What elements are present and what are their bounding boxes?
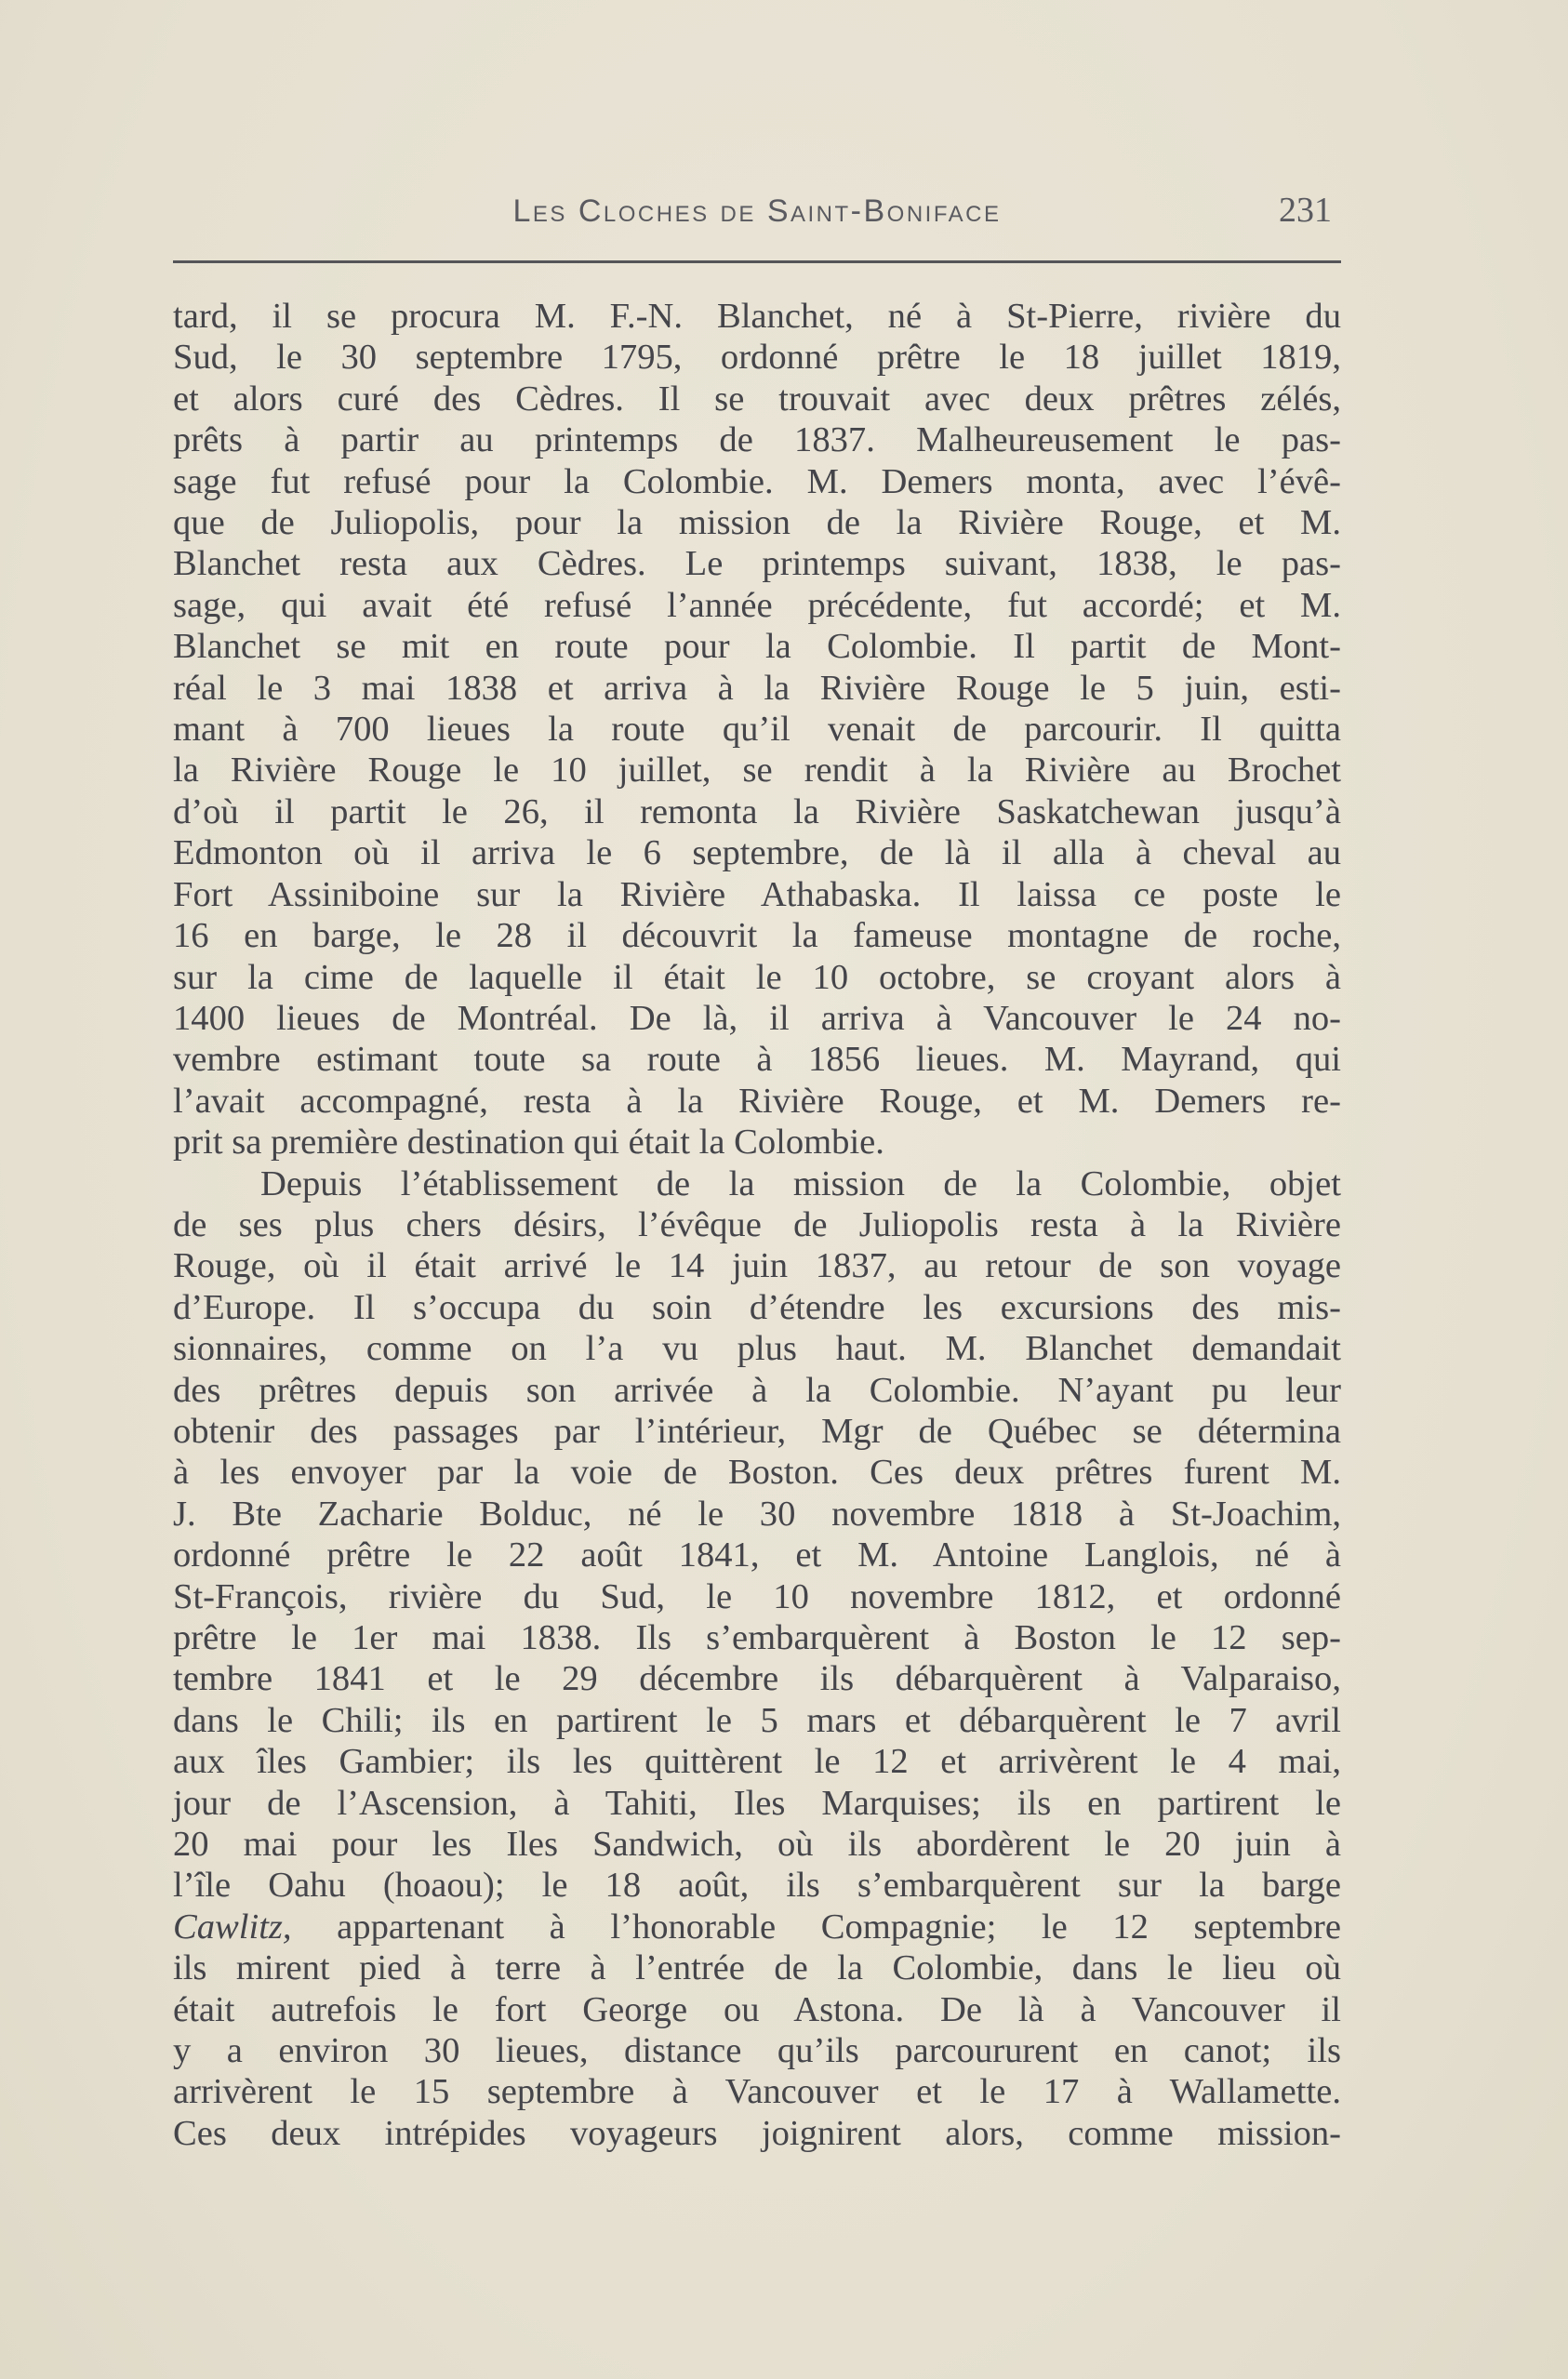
text-line: St-François, rivière du Sud, le 10 novembre 1812, et ordonné xyxy=(173,1576,1341,1616)
text-line: d’Europe. Il s’occupa du soin d’étendre les excursions des mis- xyxy=(173,1287,1341,1327)
text-line: 16 en barge, le 28 il découvrit la fameuse montagne de roche, xyxy=(173,916,1341,956)
text-line: d’où il partit le 26, il remonta la Rivière Saskatchewan jusqu’à xyxy=(173,791,1341,831)
text-line: 20 mai pour les Iles Sandwich, où ils abordèrent le 20 juin à xyxy=(173,1825,1341,1865)
text-line: et alors curé des Cèdres. Il se trouvait avec deux prêtres zélés, xyxy=(173,379,1341,419)
text-line: sage fut refusé pour la Colombie. M. Demers monta, avec l’évê- xyxy=(173,461,1341,501)
text-line: que de Juliopolis, pour la mission de la Rivière Rouge, et M. xyxy=(173,503,1341,543)
text-line: dans le Chili; ils en partirent le 5 mars et débarquèrent le 7 avril xyxy=(173,1700,1341,1740)
text-line: jour de l’Ascension, à Tahiti, Iles Marquises; ils en partirent le xyxy=(173,1783,1341,1823)
text-line: sage, qui avait été refusé l’année précédente, fut accordé; et M. xyxy=(173,585,1341,625)
text-line: 1400 lieues de Montréal. De là, il arriva à Vancouver le 24 no- xyxy=(173,998,1341,1038)
text-line: ils mirent pied à terre à l’entrée de la Colombie, dans le lieu où xyxy=(173,1948,1341,1988)
text-line: vembre estimant toute sa route à 1856 lieues. M. Mayrand, qui xyxy=(173,1040,1341,1080)
text-line: la Rivière Rouge le 10 juillet, se rendit à la Rivière au Brochet xyxy=(173,751,1341,791)
ship-name: Cawlitz, xyxy=(173,1907,292,1947)
text-line: réal le 3 mai 1838 et arriva à la Rivière Rouge le 5 juin, esti- xyxy=(173,668,1341,708)
text-line: Sud, le 30 septembre 1795, ordonné prêtre le 18 juillet 1819, xyxy=(173,338,1341,378)
text-line: Blanchet se mit en route pour la Colombie. Il partit de Mont- xyxy=(173,627,1341,667)
text-line: ordonné prêtre le 22 août 1841, et M. Antoine Langlois, né à xyxy=(173,1535,1341,1575)
text-line: aux îles Gambier; ils les quittèrent le 12 et arrivèrent le 4 mai, xyxy=(173,1742,1341,1782)
text-line: obtenir des passages par l’intérieur, Mgr de Québec se détermina xyxy=(173,1411,1341,1451)
text-line: mant à 700 lieues la route qu’il venait de parcourir. Il quitta xyxy=(173,710,1341,750)
text-line-first xyxy=(173,1163,1341,1204)
page-header xyxy=(173,186,1341,242)
text-line: Ces deux intrépides voyageurs joignirent alors, comme mission- xyxy=(173,2113,1341,2153)
text-line: y a environ 30 lieues, distance qu’ils parcoururent en canot; ils xyxy=(173,2031,1341,2071)
text-line: de ses plus chers désirs, l’évêque de Juliopolis resta à la Rivière xyxy=(173,1204,1341,1244)
paragraph-1 xyxy=(173,296,1341,1163)
text-line: prêts à partir au printemps de 1837. Malheureusement le pas- xyxy=(173,420,1341,460)
body-text xyxy=(173,296,1341,2154)
text-line: l’île Oahu (hoaou); le 18 août, ils s’embarquèrent sur la barge xyxy=(173,1866,1341,1906)
page-number: 231 xyxy=(1279,191,1332,230)
text-line: arrivèrent le 15 septembre à Vancouver et le 17 à Wallamette. xyxy=(173,2072,1341,2112)
text-line: Cawlitz, appartenant à l’honorable Compagnie; le 12 septembre xyxy=(173,1907,1341,1947)
text-line: Rouge, où il était arrivé le 14 juin 1837, au retour de son voyage xyxy=(173,1246,1341,1286)
text-line: tard, il se procura M. F.-N. Blanchet, né à St-Pierre, rivière du xyxy=(173,297,1341,336)
header-rule xyxy=(173,260,1341,263)
running-title: Les Cloches de Saint-Boniface xyxy=(512,193,1002,229)
text-line: tembre 1841 et le 29 décembre ils débarquèrent à Valparaiso, xyxy=(173,1659,1341,1699)
text-line: sur la cime de laquelle il était le 10 octobre, se croyant alors à xyxy=(173,957,1341,997)
text-line: à les envoyer par la voie de Boston. Ces deux prêtres furent M. xyxy=(173,1453,1341,1493)
text-line: prêtre le 1er mai 1838. Ils s’embarquèrent à Boston le 12 sep- xyxy=(173,1618,1341,1657)
text-line: J. Bte Zacharie Bolduc, né le 30 novembre 1818 à St-Joachim, xyxy=(173,1494,1341,1534)
text-line: Edmonton où il arriva le 6 septembre, de là il alla à cheval au xyxy=(173,833,1341,873)
text-line: l’avait accompagné, resta à la Rivière Rouge, et M. Demers re- xyxy=(173,1081,1341,1121)
text-line: prit sa première destination qui était la Colombie. xyxy=(173,1123,884,1163)
text-line: était autrefois le fort George ou Astona. De là à Vancouver il xyxy=(173,1989,1341,2029)
text-line-content: Depuis l’établissement de la mission de la Colombie, objet xyxy=(260,1163,1341,1203)
paragraph-2 xyxy=(173,1163,1341,2155)
text-line: Blanchet resta aux Cèdres. Le printemps suivant, 1838, le pas- xyxy=(173,544,1341,584)
text-line: sionnaires, comme on l’a vu plus haut. M. Blanchet demandait xyxy=(173,1329,1341,1369)
text-line: des prêtres depuis son arrivée à la Colombie. N’ayant pu leur xyxy=(173,1370,1341,1410)
text-line: Fort Assiniboine sur la Rivière Athabaska. Il laissa ce poste le xyxy=(173,874,1341,914)
